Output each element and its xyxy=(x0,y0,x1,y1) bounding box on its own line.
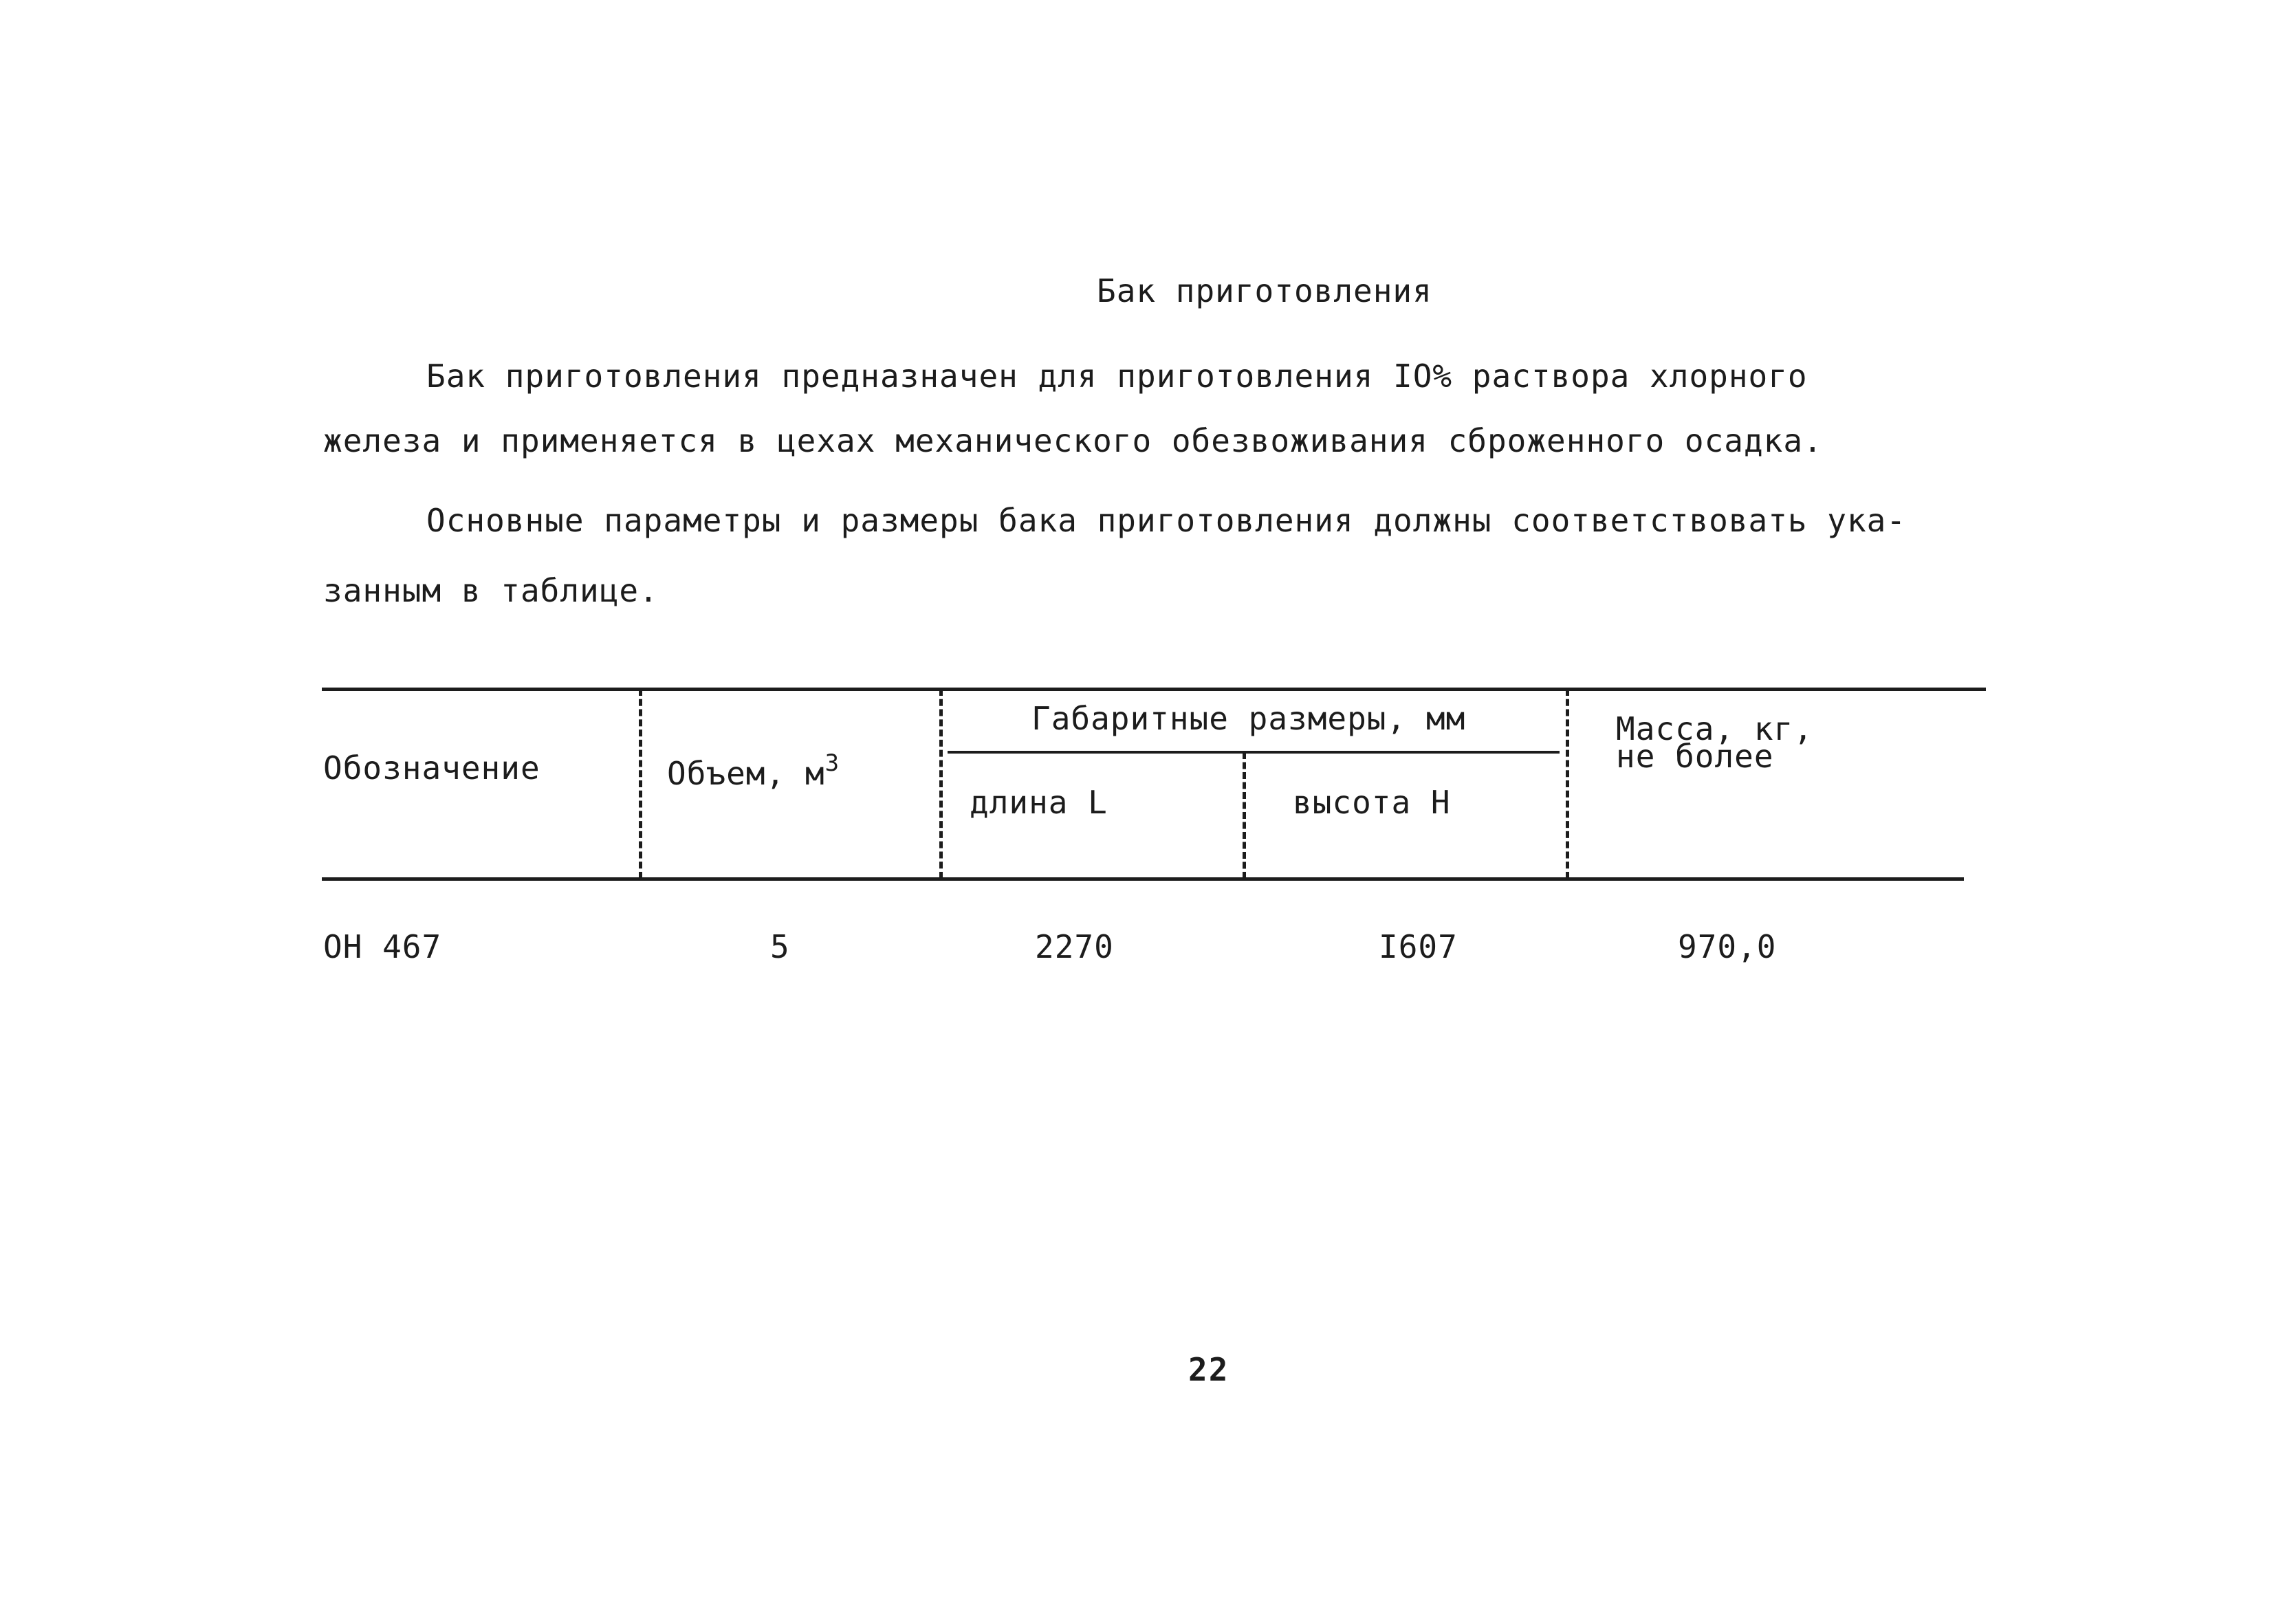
section-title: Бак приготовления xyxy=(1097,272,1432,309)
header-volume-unit-superscript: 3 xyxy=(824,749,840,777)
header-dimensions: Габаритные размеры, мм xyxy=(1031,700,1466,737)
header-height: высота H xyxy=(1293,784,1451,821)
header-length: длина L xyxy=(970,784,1108,821)
row-mass: 970,0 xyxy=(1678,928,1777,965)
table-column-divider xyxy=(1566,689,1569,879)
row-height: I607 xyxy=(1379,928,1458,965)
paragraph-1-line-1: Бак приготовления предназначен для приготовления IO% раствора хлорного xyxy=(426,358,1808,395)
paragraph-2-line-1: Основные параметры и размеры бака приготовления должны соответствовать ука- xyxy=(426,502,1907,539)
paragraph-2-line-2: занным в таблице. xyxy=(323,572,659,609)
header-designation: Обозначение xyxy=(323,749,540,787)
row-volume: 5 xyxy=(770,928,790,965)
row-designation: ОН 467 xyxy=(323,928,442,965)
row-length: 2270 xyxy=(1035,928,1114,965)
table-column-divider xyxy=(1243,752,1246,879)
paragraph-1-line-2: железа и применяется в цехах механического обезвоживания сброженного осадка. xyxy=(323,422,1823,459)
table-subheader-rule xyxy=(948,751,1560,754)
header-mass: Масса, кг, не более xyxy=(1616,710,1813,775)
table-column-divider xyxy=(639,689,642,879)
page-number: 22 xyxy=(1188,1351,1229,1388)
header-volume xyxy=(667,749,840,792)
table-top-rule xyxy=(322,688,1986,691)
table-column-divider xyxy=(939,689,943,879)
header-volume-label: Объем, м xyxy=(667,755,825,792)
table-header-bottom-rule xyxy=(322,877,1964,881)
